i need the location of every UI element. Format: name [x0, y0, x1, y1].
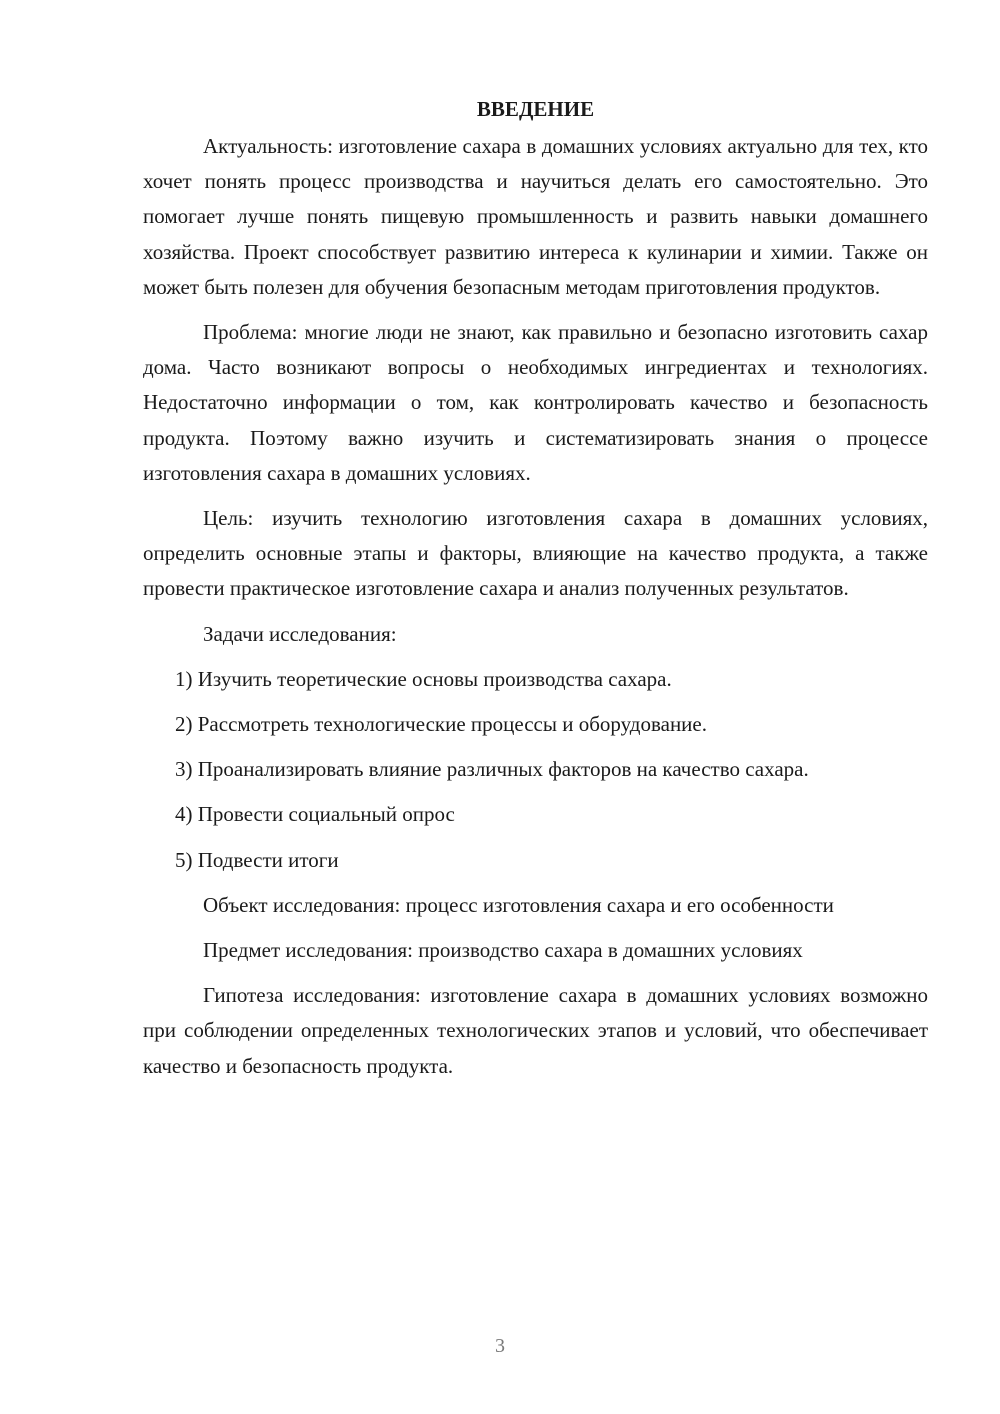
task-item-2: 2) Рассмотреть технологические процессы и оборудование. — [175, 712, 707, 737]
paragraph-relevance: Актуальность: изготовление сахара в домашних условиях актуально для тех, кто хочет понять процесс производства и научиться делать его самостоятельно. Это помогает лучше понять пищевую промышленность и развить навыки домашнего хозяйства. Проект способствует развитию интереса к кулинарии и химии. Также он может быть полезен для обучения безопасным методам приготовления продуктов. — [143, 134, 928, 299]
paragraph-problem: Проблема: многие люди не знают, как правильно и безопасно изготовить сахар дома. Часто возникают вопросы о необходимых ингредиентах и технологиях. Недостаточно информации о том, как контролировать качество и безопасность продукта. Поэтому важно изучить и систематизировать знания о процессе изготовления сахара в домашних условиях. — [143, 320, 928, 485]
task-item-3: 3) Проанализировать влияние различных факторов на качество сахара. — [175, 757, 809, 782]
paragraph-subject: Предмет исследования: производство сахара в домашних условиях — [203, 938, 803, 963]
task-item-5: 5) Подвести итоги — [175, 847, 339, 872]
document-page — [143, 92, 928, 1084]
paragraph-goal: Цель: изучить технологию изготовления сахара в домашних условиях, определить основные этапы и факторы, влияющие на качество продукта, а также провести практическое изготовление сахара и анализ полученных результатов. — [143, 506, 928, 601]
page-number: 3 — [495, 1335, 505, 1357]
task-item-1: 1) Изучить теоретические основы производства сахара. — [175, 666, 672, 691]
task-item-4: 4) Провести социальный опрос — [175, 802, 455, 827]
tasks-heading: Задачи исследования: — [203, 621, 397, 646]
paragraph-object: Объект исследования: процесс изготовления сахара и его особенности — [203, 892, 834, 917]
page-title: ВВЕДЕНИЕ — [476, 97, 595, 121]
paragraph-hypothesis: Гипотеза исследования: изготовление сахара в домашних условиях возможно при соблюдении определенных технологических этапов и условий, что обеспечивает качество и безопасность продукта. — [143, 983, 928, 1078]
